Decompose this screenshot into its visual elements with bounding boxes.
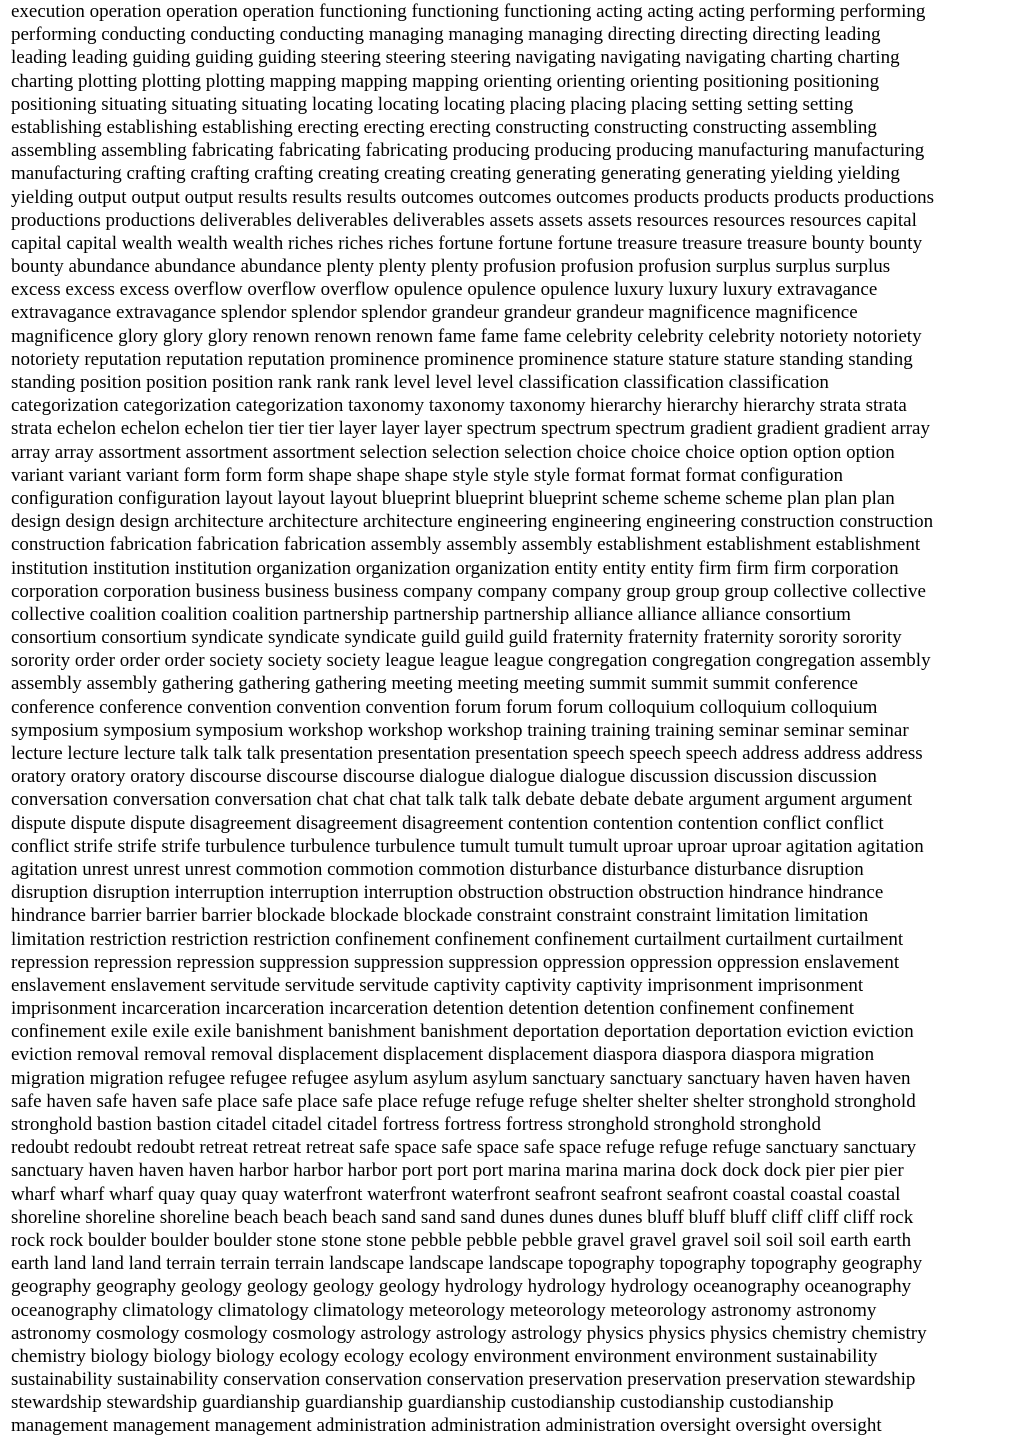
text-line: conference conference convention convention convention forum forum forum colloquium colloquium colloquium <box>11 696 878 718</box>
text-line: productions productions deliverables deliverables deliverables assets assets assets resources resources resources capital <box>11 209 917 231</box>
text-line: execution operation operation operation functioning functioning functioning acting acting acting performing performing <box>11 1 926 22</box>
text-line: earth land land land terrain terrain terrain landscape landscape landscape topography topography topography geography <box>11 1253 923 1275</box>
text-line: configuration configuration layout layout layout blueprint blueprint blueprint scheme scheme scheme plan plan plan <box>11 487 895 509</box>
text-line: conflict strife strife strife turbulence turbulence turbulence tumult tumult tumult uproar uproar uproar agitation agitation <box>11 835 924 857</box>
text-line: collective coalition coalition coalition partnership partnership partnership alliance alliance alliance consortium <box>11 603 851 625</box>
text-line: redoubt redoubt redoubt retreat retreat retreat safe space safe space safe space refuge refuge refuge sanctuary sanctuary <box>11 1137 917 1159</box>
text-line: categorization categorization categorization taxonomy taxonomy taxonomy hierarchy hierarchy hierarchy strata strata <box>11 395 907 417</box>
text-line: consortium consortium syndicate syndicate syndicate guild guild guild fraternity fraternity fraternity sorority sorority <box>11 627 902 649</box>
text-line: design design design architecture architecture architecture engineering engineering engineering construction construction <box>11 511 934 533</box>
text-line: repression repression repression suppression suppression suppression oppression oppression oppression enslavement <box>11 951 900 973</box>
text-line: imprisonment incarceration incarceration incarceration detention detention detention confinement confinement <box>11 998 855 1020</box>
text-line: stewardship stewardship guardianship guardianship guardianship custodianship custodianship custodianship <box>11 1392 834 1414</box>
text-line: bounty abundance abundance abundance plenty plenty plenty profusion profusion profusion surplus surplus surplus <box>11 256 891 278</box>
text-line: wharf wharf wharf quay quay quay waterfront waterfront waterfront seafront seafront seafront coastal coastal coastal <box>11 1183 901 1205</box>
text-line: eviction removal removal removal displacement displacement displacement diaspora diaspora diaspora migration <box>11 1044 875 1066</box>
text-line: shoreline shoreline shoreline beach beach beach sand sand sand dunes dunes dunes bluff bluff bluff cliff cliff cliff rock <box>11 1206 914 1228</box>
text-line: establishing establishing establishing erecting erecting erecting constructing constructing constructing assembling <box>11 116 877 138</box>
text-line: notoriety reputation reputation reputation prominence prominence prominence stature stature stature standing standing <box>11 348 913 370</box>
text-line: chemistry biology biology biology ecology ecology ecology environment environment environment sustainability <box>11 1345 878 1367</box>
text-line: leading leading guiding guiding guiding steering steering steering navigating navigating navigating charting charting <box>11 47 900 69</box>
text-line: excess excess excess overflow overflow overflow opulence opulence opulence luxury luxury luxury extravagance <box>11 279 878 301</box>
text-line: yielding output output output results results results outcomes outcomes outcomes products products products productions <box>11 186 934 208</box>
document-page <box>11 0 1015 1438</box>
text-line: stronghold bastion bastion citadel citadel citadel fortress fortress fortress stronghold stronghold stronghold <box>11 1114 821 1135</box>
text-line: standing position position position rank rank rank level level level classification classification classification <box>11 372 829 393</box>
text-line: safe haven safe haven safe place safe place safe place refuge refuge refuge shelter shelter shelter stronghold stronghold <box>11 1090 916 1112</box>
text-line: hindrance barrier barrier barrier blockade blockade blockade constraint constraint constraint limitation limitation <box>11 905 869 927</box>
text-line: positioning situating situating situating locating locating locating placing placing placing setting setting setting <box>11 93 854 115</box>
text-line: strata echelon echelon echelon tier tier tier layer layer layer spectrum spectrum spectrum gradient gradient gradient array <box>11 418 930 440</box>
text-line: lecture lecture lecture talk talk talk presentation presentation presentation speech speech speech address address address <box>11 743 923 764</box>
text-line: agitation unrest unrest unrest commotion commotion commotion disturbance disturbance disturbance disruption <box>11 858 864 880</box>
text-line: manufacturing crafting crafting crafting creating creating creating generating generating generating yielding yielding <box>11 163 900 185</box>
text-line: charting plotting plotting plotting mapping mapping mapping orienting orienting orienting positioning positioning <box>11 70 880 92</box>
text-line: performing conducting conducting conducting managing managing managing directing directing directing leading <box>11 24 881 46</box>
text-line: rock rock boulder boulder boulder stone stone stone pebble pebble pebble gravel gravel gravel soil soil soil earth earth <box>11 1229 912 1251</box>
text-line: construction fabrication fabrication fabrication assembly assembly assembly establishment establishment establishment <box>11 534 921 556</box>
text-line: management management management administration administration administration oversight oversight oversight <box>11 1415 882 1437</box>
text-line: disruption disruption interruption interruption interruption obstruction obstruction obstruction hindrance hindrance <box>11 882 884 904</box>
text-line: sanctuary haven haven haven harbor harbor harbor port port port marina marina marina dock dock dock pier pier pier <box>11 1160 904 1182</box>
text-line: oceanography climatology climatology climatology meteorology meteorology meteorology astronomy astronomy <box>11 1299 877 1321</box>
text-line: symposium symposium symposium workshop workshop workshop training training training seminar seminar seminar <box>11 719 909 741</box>
text-line: astronomy cosmology cosmology cosmology astrology astrology astrology physics physics physics chemistry chemistry <box>11 1322 927 1344</box>
text-line: extravagance extravagance splendor splendor splendor grandeur grandeur grandeur magnificence magnificence <box>11 302 858 324</box>
text-line: oratory oratory oratory discourse discourse discourse dialogue dialogue dialogue discussion discussion discussion <box>11 766 877 788</box>
text-line: magnificence glory glory glory renown renown renown fame fame fame celebrity celebrity celebrity notoriety notoriety <box>11 325 922 347</box>
text-line: conversation conversation conversation chat chat chat talk talk talk debate debate debate argument argument argument <box>11 789 913 811</box>
text-line: sustainability sustainability conservation conservation conservation preservation preservation preservation stewardship <box>11 1369 916 1391</box>
text-line: capital capital wealth wealth wealth riches riches riches fortune fortune fortune treasure treasure treasure bounty bounty <box>11 232 923 254</box>
text-line: assembly assembly gathering gathering gathering meeting meeting meeting summit summit summit conference <box>11 673 858 695</box>
text-line: confinement exile exile exile banishment banishment banishment deportation deportation deportation eviction eviction <box>11 1021 914 1043</box>
text-line: corporation corporation business business business company company company group group group collective collective <box>11 580 926 602</box>
text-line: assembling assembling fabricating fabricating fabricating producing producing producing manufacturing manufacturing <box>11 140 925 162</box>
text-line: enslavement enslavement servitude servitude servitude captivity captivity captivity imprisonment imprisonment <box>11 974 864 996</box>
text-line: geography geography geology geology geology geology hydrology hydrology hydrology oceanography oceanography <box>11 1276 912 1298</box>
text-line: limitation restriction restriction restriction confinement confinement confinement curtailment curtailment curtailment <box>11 928 904 950</box>
text-line: institution institution institution organization organization organization entity entity entity firm firm firm corporation <box>11 557 899 579</box>
text-line: dispute dispute dispute disagreement disagreement disagreement contention contention contention conflict conflict <box>11 812 884 834</box>
text-line: sorority order order order society society society league league league congregation congregation congregation assembly <box>11 650 931 672</box>
text-line: variant variant variant form form form shape shape shape style style style format format format configuration <box>11 464 844 486</box>
text-line: array array assortment assortment assortment selection selection selection choice choice choice option option option <box>11 441 895 463</box>
text-line: migration migration refugee refugee refugee asylum asylum asylum sanctuary sanctuary sanctuary haven haven haven <box>11 1067 911 1089</box>
